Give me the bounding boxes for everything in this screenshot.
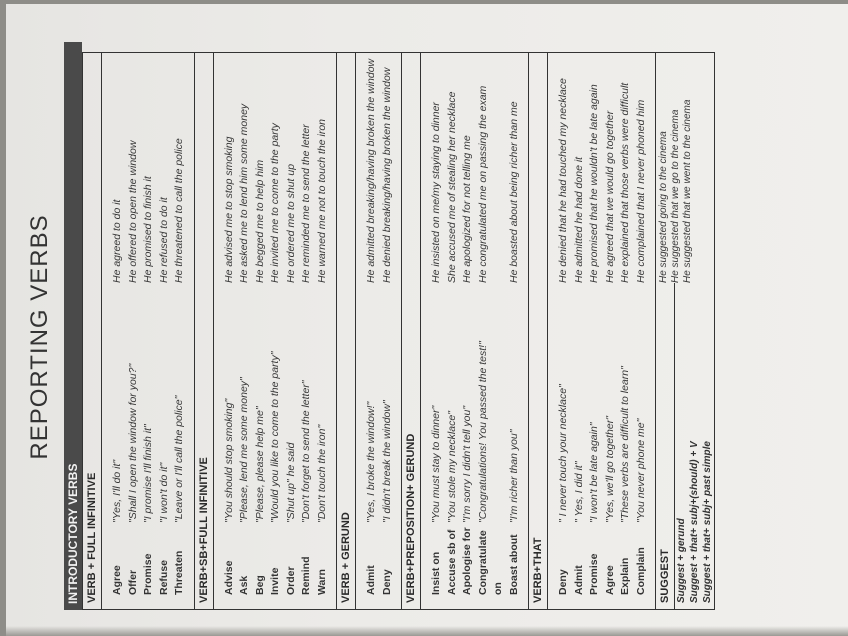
page-shadow <box>6 626 848 636</box>
reported-speech-cell: He warned me not to touch the iron <box>315 118 328 283</box>
direct-speech-cell: "Please, lend me some money" <box>238 377 250 523</box>
reported-speech-cell: He promised that he wouldn't be late again <box>588 84 600 283</box>
table-row <box>222 53 238 609</box>
verb-cell: Promise <box>142 553 154 595</box>
verb-cell: Advise <box>222 560 235 595</box>
table-row <box>460 53 476 609</box>
direct-speech-cell: "Yes, I'll do it" <box>111 459 123 523</box>
reported-speech-cell: He admitted he had done it <box>572 156 585 283</box>
table-row <box>268 53 284 609</box>
suggest-heading: SUGGEST <box>656 283 675 609</box>
table-row <box>603 53 619 609</box>
verb-cell: Explain <box>619 557 631 595</box>
table-row <box>572 53 588 609</box>
table-row <box>172 53 188 609</box>
direct-speech-cell: "Congratulations! You passed the test!" <box>476 341 489 523</box>
table-row <box>507 53 523 609</box>
suggest-example: He suggested going to the cinema <box>658 131 669 283</box>
direct-speech-cell: "These verbs are difficult to learn" <box>619 366 631 523</box>
verb-cell: Offer <box>126 569 139 595</box>
verb-cell: Beg <box>253 575 266 595</box>
direct-speech-cell: "You never phone me" <box>634 418 647 523</box>
suggest-rules <box>656 283 714 609</box>
reported-speech-cell: He complained that I never phoned him <box>634 99 647 283</box>
reported-speech-cell: He admitted breaking/having broken the window <box>365 58 377 283</box>
table-row <box>110 53 126 609</box>
reported-speech-cell: He agreed to do it <box>111 199 123 283</box>
verb-cell: Complain <box>634 547 647 595</box>
reported-speech-cell: She accused me of stealing her necklace <box>445 91 458 283</box>
verb-cell: Congratulate on <box>476 530 504 595</box>
reported-speech-cell: He offered to open the window <box>126 140 139 283</box>
suggest-example: He suggested that we go to the cinema <box>670 109 681 283</box>
reported-speech-cell: He denied that he had touched my necklace <box>557 78 569 283</box>
reported-speech-cell: He reminded me to send the letter <box>300 124 312 283</box>
reported-speech-cell: He insisted on me/my staying to dinner <box>430 102 442 283</box>
reported-speech-cell: He advised me to stop smoking <box>222 136 235 283</box>
suggest-rule: Suggest + gerund <box>676 518 687 603</box>
direct-speech-cell: "I didn't break the window" <box>380 400 393 523</box>
section-rows <box>548 53 655 609</box>
suggest-example: He suggested that we went to the cinema <box>682 99 693 283</box>
reported-speech-cell: He agreed that we would go together <box>603 110 616 283</box>
verb-cell: Remind <box>300 556 312 595</box>
section-heading: VERB+PREPOSITION+ GERUND <box>401 53 421 609</box>
verb-cell: Admit <box>365 565 377 595</box>
verb-cell: Insist on <box>430 551 442 595</box>
reported-speech-cell: He asked me to lend him some money <box>238 103 250 283</box>
reported-speech-cell: He invited me to come to the party <box>269 123 281 283</box>
section-heading: VERB + GERUND <box>336 53 356 609</box>
reported-speech-cell: He denied breaking/having broken the window <box>380 67 393 283</box>
direct-speech-cell: "You stole my necklace" <box>445 411 458 523</box>
direct-speech-cell: "I'm sorry I didn't tell you" <box>461 405 473 523</box>
table-row <box>126 53 142 609</box>
suggest-rule: Suggest + that+ subj+(should) + V <box>689 441 700 603</box>
paper-sheet <box>6 4 848 636</box>
section-rows <box>214 53 337 609</box>
verb-cell: Invite <box>269 567 281 595</box>
verb-cell: Order <box>284 566 297 595</box>
reported-speech-cell: He explained that those verbs were difficult <box>619 82 631 283</box>
direct-speech-cell: "Yes, we'll go together" <box>603 416 616 523</box>
reported-speech-cell: He begged me to help him <box>253 159 266 283</box>
reported-speech-cell: He ordered me to shut up <box>284 163 297 283</box>
table-row <box>237 53 253 609</box>
suggest-section <box>655 52 715 610</box>
direct-speech-cell: "I'm richer than you" <box>507 429 520 523</box>
table-row <box>380 53 396 609</box>
section-rows <box>356 53 401 609</box>
table-row <box>556 53 572 609</box>
intro-bar: INTRODUCTORY VERBS <box>64 42 82 610</box>
table-row <box>141 53 157 609</box>
direct-speech-cell: "Would you like to come to the party" <box>269 351 281 523</box>
verb-cell: Agree <box>603 565 616 595</box>
direct-speech-cell: "Don't forget to send the letter" <box>300 380 312 523</box>
verb-table <box>82 52 655 610</box>
verb-cell: Warn <box>315 569 328 595</box>
verb-cell: Agree <box>111 565 123 595</box>
direct-speech-cell: "You should stop smoking" <box>222 398 235 523</box>
table-row <box>364 53 380 609</box>
section-rows <box>102 53 194 609</box>
table-row <box>476 53 507 609</box>
verb-cell: Apologise for <box>461 527 473 595</box>
reported-speech-cell: He threatened to call the police <box>173 138 185 283</box>
table-row <box>299 53 315 609</box>
verb-cell: Ask <box>238 575 250 595</box>
section-rows <box>421 53 528 609</box>
worksheet <box>14 44 742 630</box>
direct-speech-cell: "Don't touch the iron" <box>315 424 328 523</box>
reported-speech-cell: He congratulated me on passing the exam <box>476 85 489 283</box>
table-row <box>587 53 603 609</box>
verb-cell: Accuse sb of <box>445 529 458 595</box>
table-row <box>284 53 300 609</box>
direct-speech-cell: "Shut up" he said <box>284 442 297 523</box>
direct-speech-cell: "Leave or I'll call the police" <box>173 395 185 523</box>
direct-speech-cell: " Yes, I did it" <box>572 461 585 523</box>
reported-speech-cell: He refused to do it <box>157 197 170 283</box>
table-row <box>429 53 445 609</box>
table-row <box>445 53 461 609</box>
reported-speech-cell: He boasted about being richer than me <box>507 101 520 283</box>
table-row <box>618 53 634 609</box>
verb-cell: Refuse <box>157 559 170 595</box>
direct-speech-cell: "I promise I'll finish it" <box>142 424 154 523</box>
direct-speech-cell: "Yes, I broke the window!" <box>365 401 377 523</box>
suggest-examples <box>656 53 714 283</box>
direct-speech-cell: "Please, please help me" <box>253 406 266 523</box>
table-row <box>157 53 173 609</box>
verb-cell: Threaten <box>173 550 185 595</box>
reported-speech-cell: He promised to finish it <box>142 176 154 283</box>
direct-speech-cell: "I won't do it" <box>157 462 170 523</box>
section-heading: VERB + FULL INFINITIVE <box>82 53 102 609</box>
section-heading: VERB+SB+FULL INFINITIVE <box>194 53 214 609</box>
table-row <box>253 53 269 609</box>
verb-cell: Admit <box>572 565 585 595</box>
verb-cell: Promise <box>588 553 600 595</box>
verb-cell: Deny <box>380 569 393 595</box>
table-row <box>315 53 331 609</box>
suggest-rule: Suggest + that+ subj+ past simple <box>702 441 713 603</box>
table-row <box>634 53 650 609</box>
verb-cell: Deny <box>557 569 569 595</box>
direct-speech-cell: "I won't be late again" <box>588 422 600 523</box>
section-heading: VERB+THAT <box>528 53 548 609</box>
direct-speech-cell: " I never touch your necklace" <box>557 384 569 523</box>
verb-cell: Boast about <box>507 534 520 595</box>
reported-speech-cell: He apologized for not telling me <box>461 135 473 283</box>
direct-speech-cell: "Shall I open the window for you?" <box>126 363 139 523</box>
page-title: REPORTING VERBS <box>26 214 53 460</box>
direct-speech-cell: "You must stay to dinner" <box>430 405 442 523</box>
